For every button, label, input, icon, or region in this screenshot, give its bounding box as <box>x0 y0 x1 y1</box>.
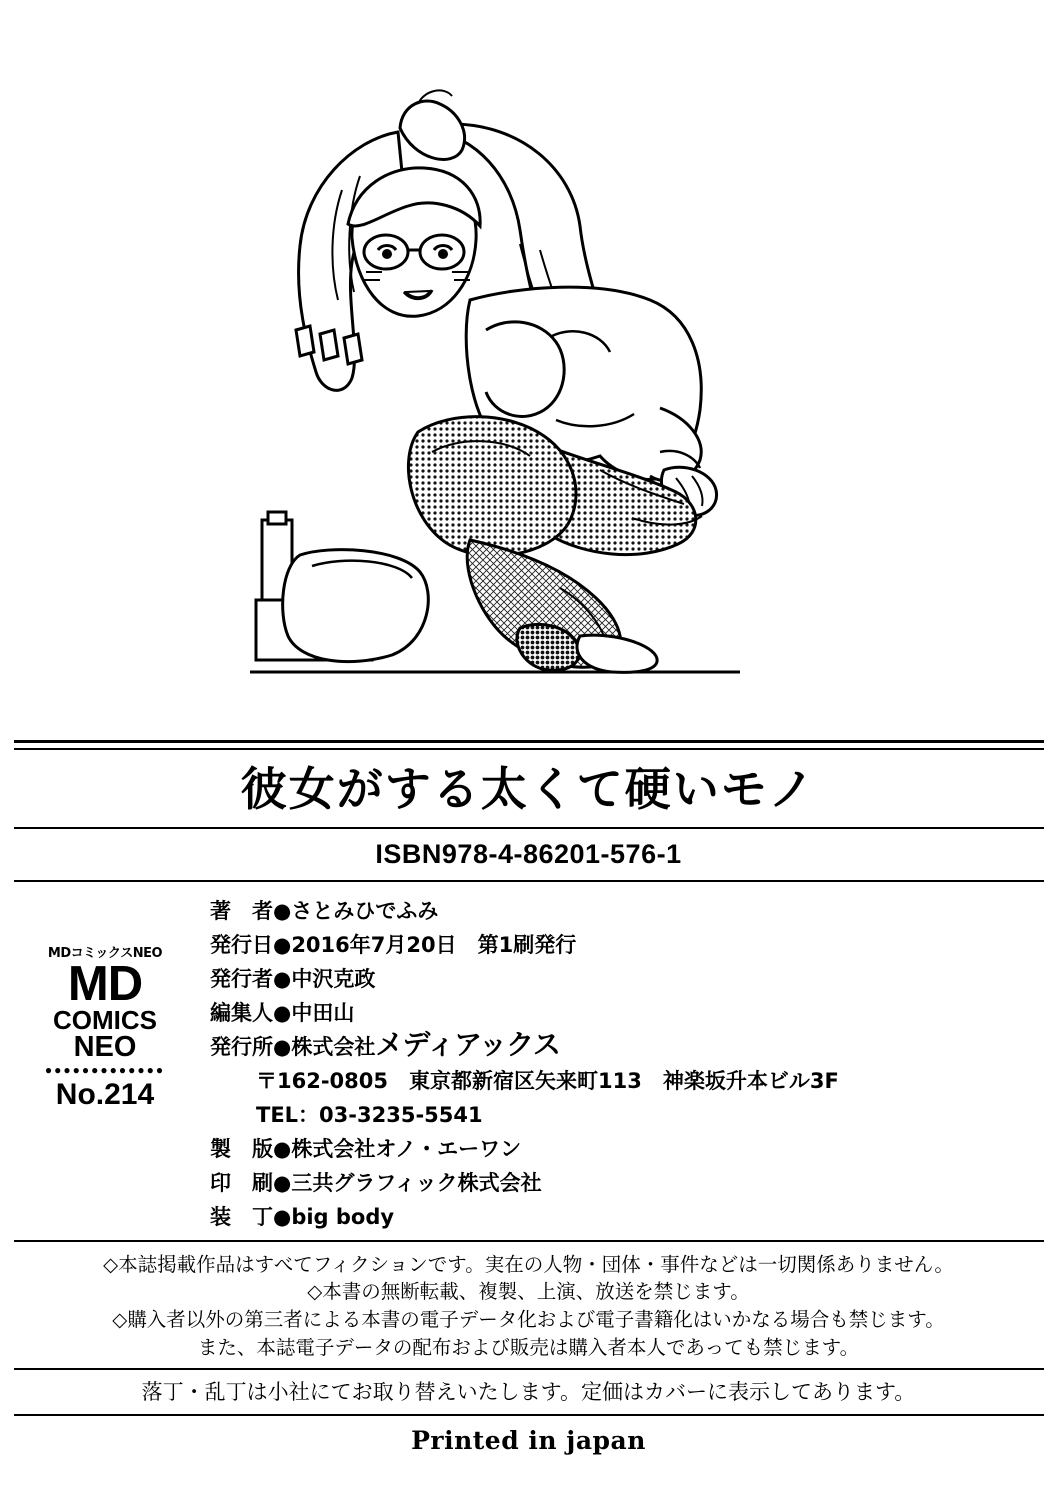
credit-publisher-person: 発行者●中沢克政 <box>210 966 376 991</box>
printed-in-label: Printed in japan <box>411 1425 646 1455</box>
credit-lines <box>210 894 1057 1234</box>
logo-md: MD <box>67 956 143 1011</box>
returns-notice-band <box>0 1370 1057 1414</box>
logo-dots: ●●●●●●●●●●●●● <box>44 1063 166 1078</box>
notice-digitization: ◇購入者以外の第三者による本書の電子データ化および電子書籍化はいかなる場合も禁じます。 <box>112 1308 945 1332</box>
book-title: 彼女がする太くて硬いモノ <box>240 762 817 816</box>
printed-in-band <box>0 1416 1057 1455</box>
squatting-girl-line-art <box>0 0 1057 740</box>
imprint-logo <box>0 894 210 1112</box>
legal-notices <box>0 1242 1057 1368</box>
credit-publisher-company <box>210 1027 1037 1064</box>
production-printing: 印 刷●三共グラフィック株式会社 <box>210 1170 542 1195</box>
logo-volume-number: No.214 <box>55 1078 155 1112</box>
logo-comics: COMICS <box>53 1005 157 1036</box>
returns-notice: 落丁・乱丁は小社にてお取り替えいたします。定価はカバーに表示してあります。 <box>141 1379 916 1404</box>
notice-reproduction: ◇本書の無断転載、複製、上演、放送を禁じます。 <box>307 1280 750 1304</box>
title-band <box>0 750 1057 827</box>
logo-neo: NEO <box>73 1031 137 1064</box>
credit-publication-date: 発行日●2016年7月20日 第1刷発行 <box>210 932 577 957</box>
imprint-details <box>0 882 1057 1240</box>
notice-distribution: また、本誌電子データの配布および販売は購入者本人であっても禁じます。 <box>197 1335 860 1359</box>
notice-fiction: ◇本誌掲載作品はすべてフィクションです。実在の人物・団体・事件などは一切関係ありません。 <box>103 1252 954 1276</box>
publisher-address: 〒162-0805 東京都新宿区矢来町113 神楽坂升本ビル3F <box>256 1068 839 1093</box>
isbn-band <box>0 829 1057 880</box>
isbn-code: ISBN978-4-86201-576-1 <box>375 838 682 869</box>
credit-editor: 編集人●中田山 <box>210 1000 355 1025</box>
publisher-name: メディアックス <box>375 1027 560 1061</box>
publisher-label: 発行所●株式会社 <box>210 1034 376 1059</box>
colophon <box>0 740 1057 1455</box>
face <box>348 168 480 316</box>
credit-author: 著 者●さとみひでふみ <box>210 898 439 923</box>
toilet-shape <box>256 512 428 662</box>
production-platemaking: 製 版●株式会社オノ・エーワン <box>210 1136 522 1161</box>
logo-top-label: MDコミックスNEO <box>47 945 163 961</box>
publisher-tel: TEL：03-3235-5541 <box>256 1102 483 1127</box>
cover-illustration <box>0 0 1057 740</box>
production-design: 装 丁●big body <box>210 1204 395 1229</box>
